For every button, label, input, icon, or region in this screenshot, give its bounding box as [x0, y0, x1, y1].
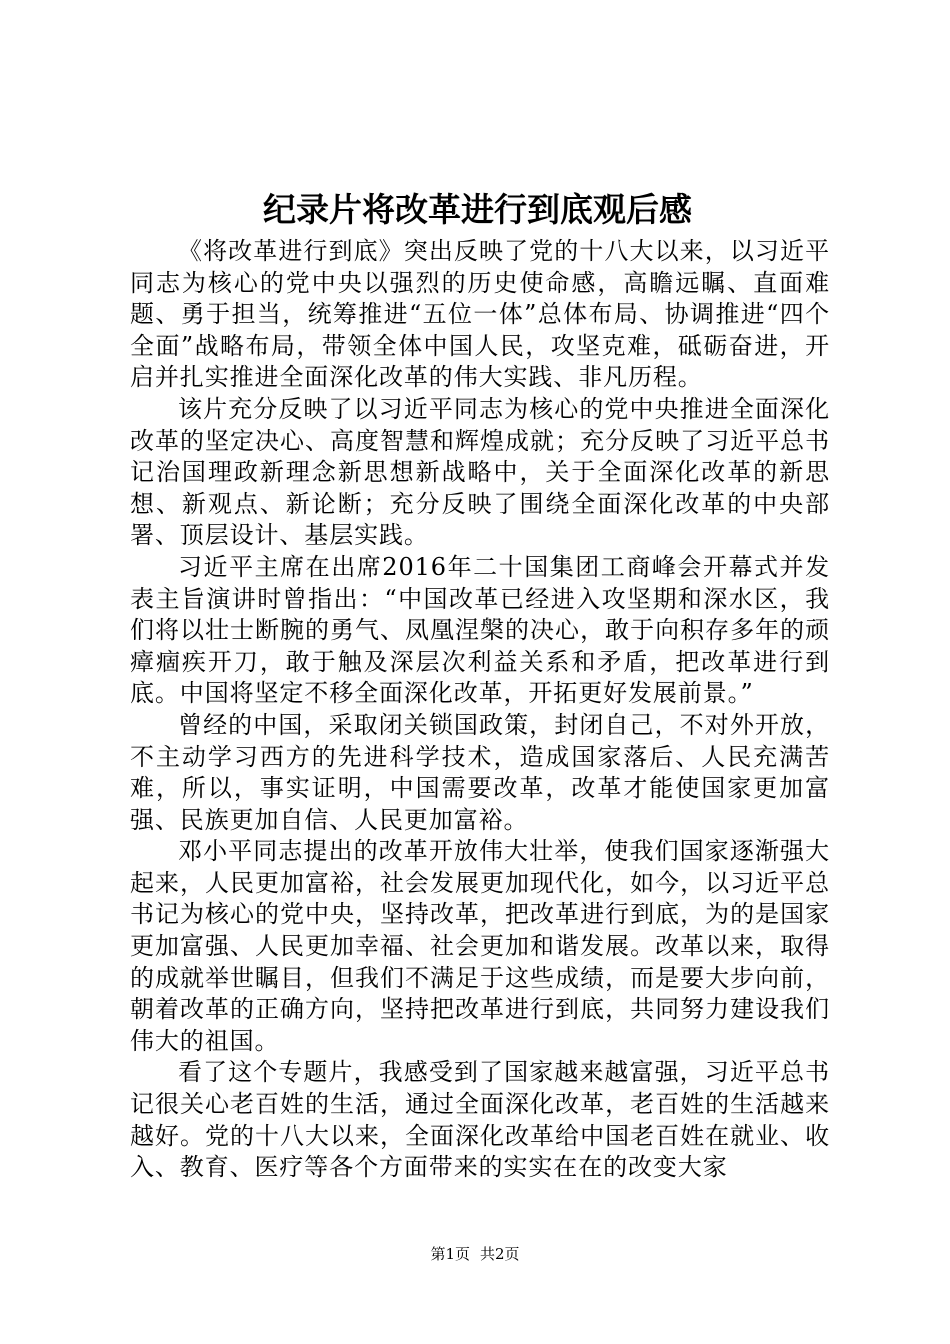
paragraph-1: 《将改革进行到底》突出反映了党的十八大以来，以习近平同志为核心的党中央以强烈的历史使命感，高瞻远瞩、直面难题、勇于担当，统筹推进“五位一体”总体布局、协调推进“四个全面”战略布局，带领全体中国人民，攻坚克难，砥砺奋进，开启并扎实推进全面深化改革的伟大实践、非凡历程。	[130, 237, 830, 392]
page-footer	[0, 1244, 950, 1264]
page-number-current: 第1页	[430, 1245, 470, 1263]
document-body	[130, 236, 830, 1184]
paragraph-2: 该片充分反映了以习近平同志为核心的党中央推进全面深化改革的坚定决心、高度智慧和辉煌成就；充分反映了习近平总书记治国理政新理念新思想新战略中，关于全面深化改革的新思想、新观点、新论断；充分反映了围绕全面深化改革的中央部署、顶层设计、基层实践。	[130, 394, 830, 550]
paragraph-3: 习近平主席在出席2016年二十国集团工商峰会开幕式并发表主旨演讲时曾指出：“中国改革已经进入攻坚期和深水区，我们将以壮士断腕的勇气、凤凰涅槃的决心，敢于向积存多年的顽瘴痼疾开刀，敢于触及深层次利益关系和矛盾，把改革进行到底。中国将坚定不移全面深化改革，开拓更好发展前景。”	[130, 552, 830, 708]
document-title: 纪录片将改革进行到底观后感	[263, 190, 692, 229]
paragraph-6: 看了这个专题片，我感受到了国家越来越富强，习近平总书记很关心老百姓的生活，通过全面深化改革，老百姓的生活越来越好。党的十八大以来，全面深化改革给中国老百姓在就业、收入、教育、医疗等各个方面带来的实实在在的改变大家	[130, 1058, 830, 1182]
page-number-total: 共2页	[480, 1245, 520, 1263]
paragraph-4: 曾经的中国，采取闭关锁国政策，封闭自己，不对外开放，不主动学习西方的先进科学技术，造成国家落后、人民充满苦难，所以，事实证明，中国需要改革，改革才能使国家更加富强、民族更加自信、人民更加富裕。	[130, 710, 830, 834]
paragraph-5: 邓小平同志提出的改革开放伟大壮举，使我们国家逐渐强大起来，人民更加富裕，社会发展更加现代化，如今，以习近平总书记为核心的党中央，坚持改革，把改革进行到底，为的是国家更加富强、人民更加幸福、社会更加和谐发展。改革以来，取得的成就举世瞩目，但我们不满足于这些成绩，而是要大步向前，朝着改革的正确方向，坚持把改革进行到底，共同努力建设我们伟大的祖国。	[130, 837, 830, 1055]
